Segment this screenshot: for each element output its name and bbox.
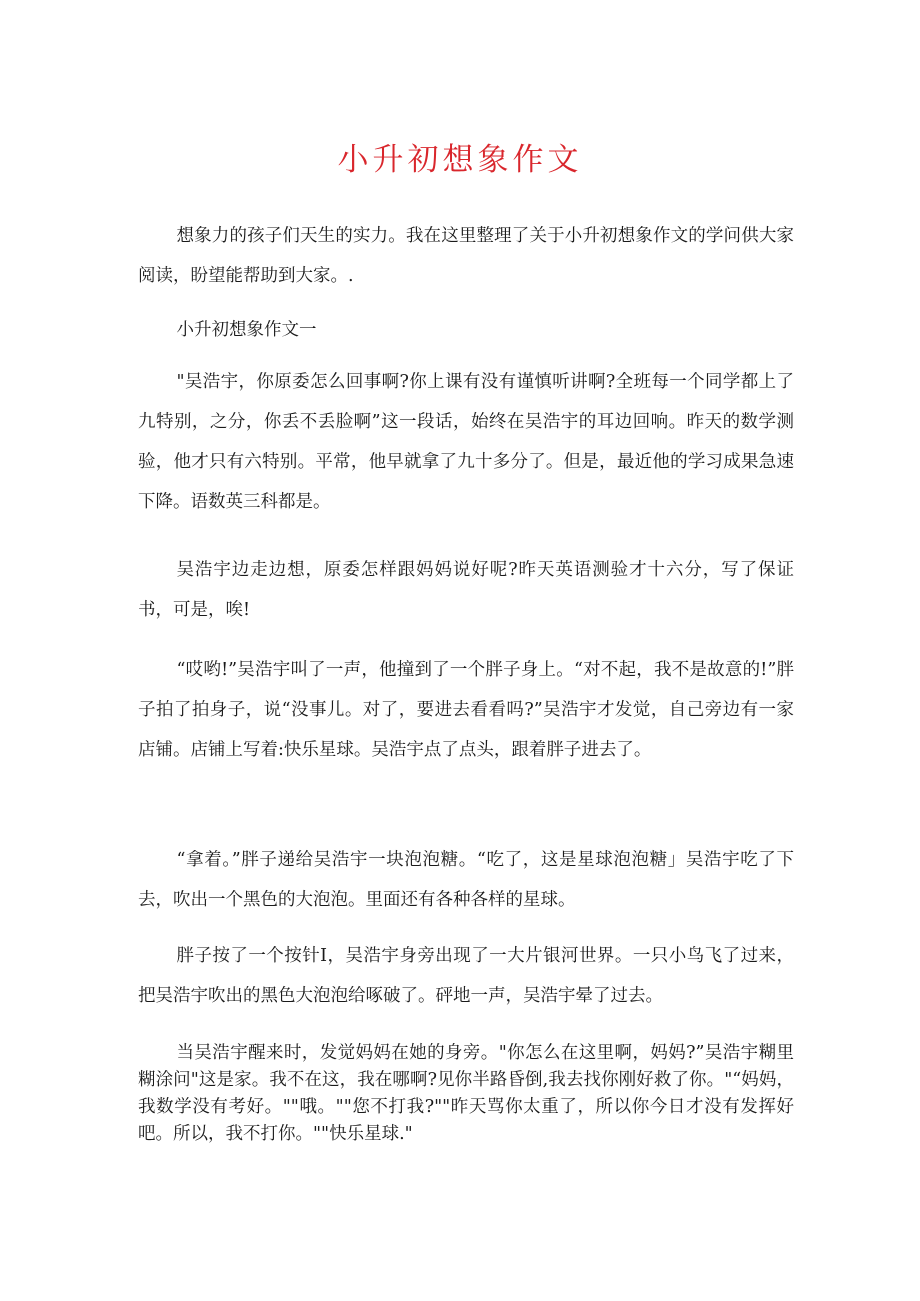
body-paragraph: “哎哟!”吴浩宇叫了一声，他撞到了一个胖子身上。“对不起，我不是故意的!”胖子拍了拍身子，说“没事儿。对了，要进去看看吗?”吴浩宇才发觉，自己旁边有一家店铺。店铺上写着:快乐星球。吴浩宇点了点头，跟着胖子进去了。 <box>138 660 794 760</box>
body-paragraph: 吴浩宇边走边想，原委怎样跟妈妈说好呢?昨天英语测验才十六分，写了保证书，可是，唉! <box>138 560 794 620</box>
body-paragraph: 胖子按了一个按针I，吴浩宇身旁出现了一大片银河世界。一只小鸟飞了过来，把吴浩宇吹出的黑色大泡泡给啄破了。砰地一声，吴浩宇晕了过去。 <box>138 946 794 1006</box>
document-title: 小升初想象作文 <box>337 142 583 178</box>
intro-paragraph: 想象力的孩子们天生的实力。我在这里整理了关于小升初想象作文的学问供大家阅读，盼望能帮助到大家。. <box>138 226 794 286</box>
body-paragraph: "吴浩宇，你原委怎么回事啊?你上课有没有谨慎听讲啊?全班每一个同学都上了九特别，之分，你丢不丢脸啊”这一段话，始终在吴浩宇的耳边回响。昨天的数学测验，他才只有六特别。平常，他早就拿了九十多分了。但是，最近他的学习成果急速下降。语数英三科都是。 <box>138 372 794 512</box>
body-paragraph: 当吴浩宇醒来时，发觉妈妈在她的身旁。"你怎么在这里啊，妈妈?”吴浩宇糊里糊涂问"这是家。我不在这，我在哪啊?见你半路昏倒,我去找你刚好救了你。"“妈妈，我数学没有考好。""哦。""您不打我?""昨天骂你太重了，所以你今日才没有发挥好吧。所以，我不打你。""快乐星球." <box>138 1043 794 1144</box>
body-paragraph: “拿着。”胖子递给吴浩宇一块泡泡糖。“吃了，这是星球泡泡糖」吴浩宇吃了下去，吹出一个黑色的大泡泡。里面还有各种各样的星球。 <box>138 850 794 910</box>
section-heading: 小升初想象作文一 <box>176 320 317 340</box>
